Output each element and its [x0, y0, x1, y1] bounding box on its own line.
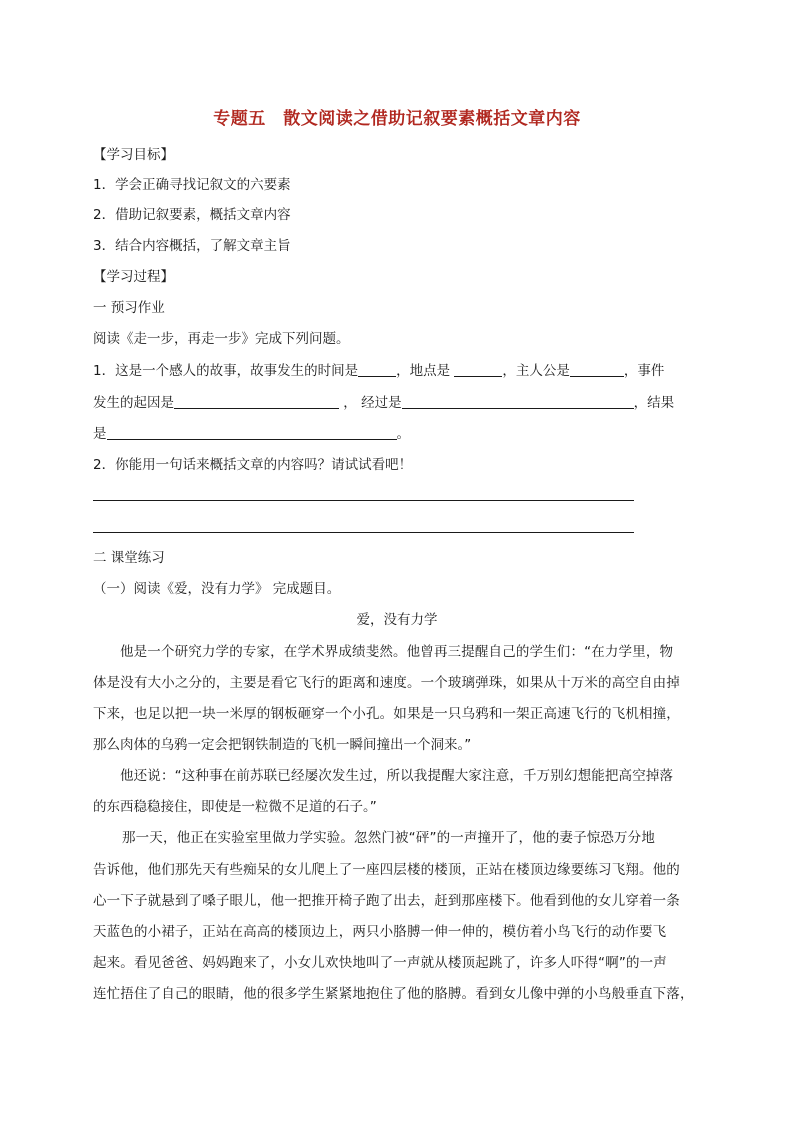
cause-blank[interactable]: [174, 394, 339, 409]
article-line-5: 他还说：“这种事在前苏联已经屡次发生过，所以我提醒大家注意，千万别幻想能把高空掉落: [120, 768, 674, 784]
q1-text-protagonist: ，主人公是: [502, 363, 570, 379]
protagonist-blank[interactable]: [570, 362, 624, 377]
question-1-line-3: [93, 424, 410, 444]
q1-text-result-is: 是: [93, 426, 107, 442]
article-line-2: 体是没有大小之分的，主要是看它飞行的距离和速度。一个玻璃弹珠，如果从十万米的高空自由掉: [93, 675, 680, 691]
question-1-line-2: [93, 393, 674, 413]
article-line-9: 心一下子就悬到了嗓子眼儿，他一把推开椅子跑了出去，赶到那座楼下。他看到他的女儿穿着一条: [93, 893, 680, 909]
process-heading: 【学习过程】: [93, 269, 174, 285]
answer-line-1[interactable]: [93, 500, 634, 501]
objective-item-3: 3．结合内容概括，了解文章主旨: [93, 238, 291, 254]
article-line-8: 告诉他，他们那先天有些痴呆的女儿爬上了一座四层楼的楼顶，正站在楼顶边缘要练习飞翔。他的: [93, 862, 680, 878]
class-practice-intro: （一）阅读《爱，没有力学》 完成题目。: [93, 581, 341, 597]
q1-text-result: ，结果: [633, 395, 675, 411]
q1-text-end: 。: [396, 426, 410, 442]
q1-text-cause: 发生的起因是: [93, 395, 174, 411]
article-line-6: 的东西稳稳接住，即使是一粒微不足道的石子。”: [93, 799, 377, 815]
q1-text-place: ，地点是: [396, 363, 455, 379]
preview-intro: 阅读《走一步，再走一步》完成下列问题。: [93, 331, 350, 347]
q1-text-event: ，事件: [623, 363, 665, 379]
article-line-3: 下来，也足以把一块一米厚的钢板砸穿一个小孔。如果是一只乌鸦和一架正高速飞行的飞机相撞，: [93, 706, 680, 722]
article-line-11: 起来。看见爸爸、妈妈跑来了，小女儿欢快地叫了一声就从楼顶起跳了，许多人吓得“啊”的一声: [93, 955, 667, 971]
article-title: 爱，没有力学: [356, 612, 438, 628]
class-practice-heading: 二 课堂练习: [93, 550, 165, 566]
objectives-heading: 【学习目标】: [93, 147, 174, 163]
process-blank[interactable]: [402, 394, 634, 409]
article-line-7: 那一天，他正在实验室里做力学实验。忽然门被“砰”的一声撞开了，他的妻子惊恐万分地: [122, 830, 655, 846]
page-title: 专题五 散文阅读之借助记叙要素概括文章内容: [213, 109, 581, 129]
objective-item-2: 2．借助记叙要素，概括文章内容: [93, 207, 291, 223]
preview-heading: 一 预习作业: [93, 300, 165, 316]
objective-item-1: 1．学会正确寻找记叙文的六要素: [93, 177, 291, 193]
time-blank[interactable]: [358, 362, 396, 377]
q1-text-time: 1．这是一个感人的故事，故事发生的时间是: [93, 363, 359, 379]
q1-text-process: ， 经过是: [339, 395, 402, 411]
place-blank[interactable]: [454, 362, 502, 377]
article-line-4: 那么肉体的乌鸦一定会把钢铁制造的飞机一瞬间撞出一个洞来。”: [93, 737, 472, 753]
question-2: 2．你能用一句话来概括文章的内容吗？请试试看吧！: [93, 457, 413, 473]
result-blank[interactable]: [107, 425, 397, 440]
article-line-12: 连忙捂住了自己的眼睛，他的很多学生紧紧地抱住了他的胳膊。看到女儿像中弹的小鸟般垂直下落，: [93, 986, 694, 1002]
article-line-10: 天蓝色的小裙子，正站在高高的楼顶边上，两只小胳膊一伸一伸的，模仿着小鸟飞行的动作要飞: [93, 924, 667, 940]
question-1-line-1: [93, 361, 664, 381]
answer-line-2[interactable]: [93, 532, 634, 533]
article-line-1: 他是一个研究力学的专家，在学术界成绩斐然。他曾再三提醒自己的学生们：“在力学里，物: [120, 644, 674, 660]
